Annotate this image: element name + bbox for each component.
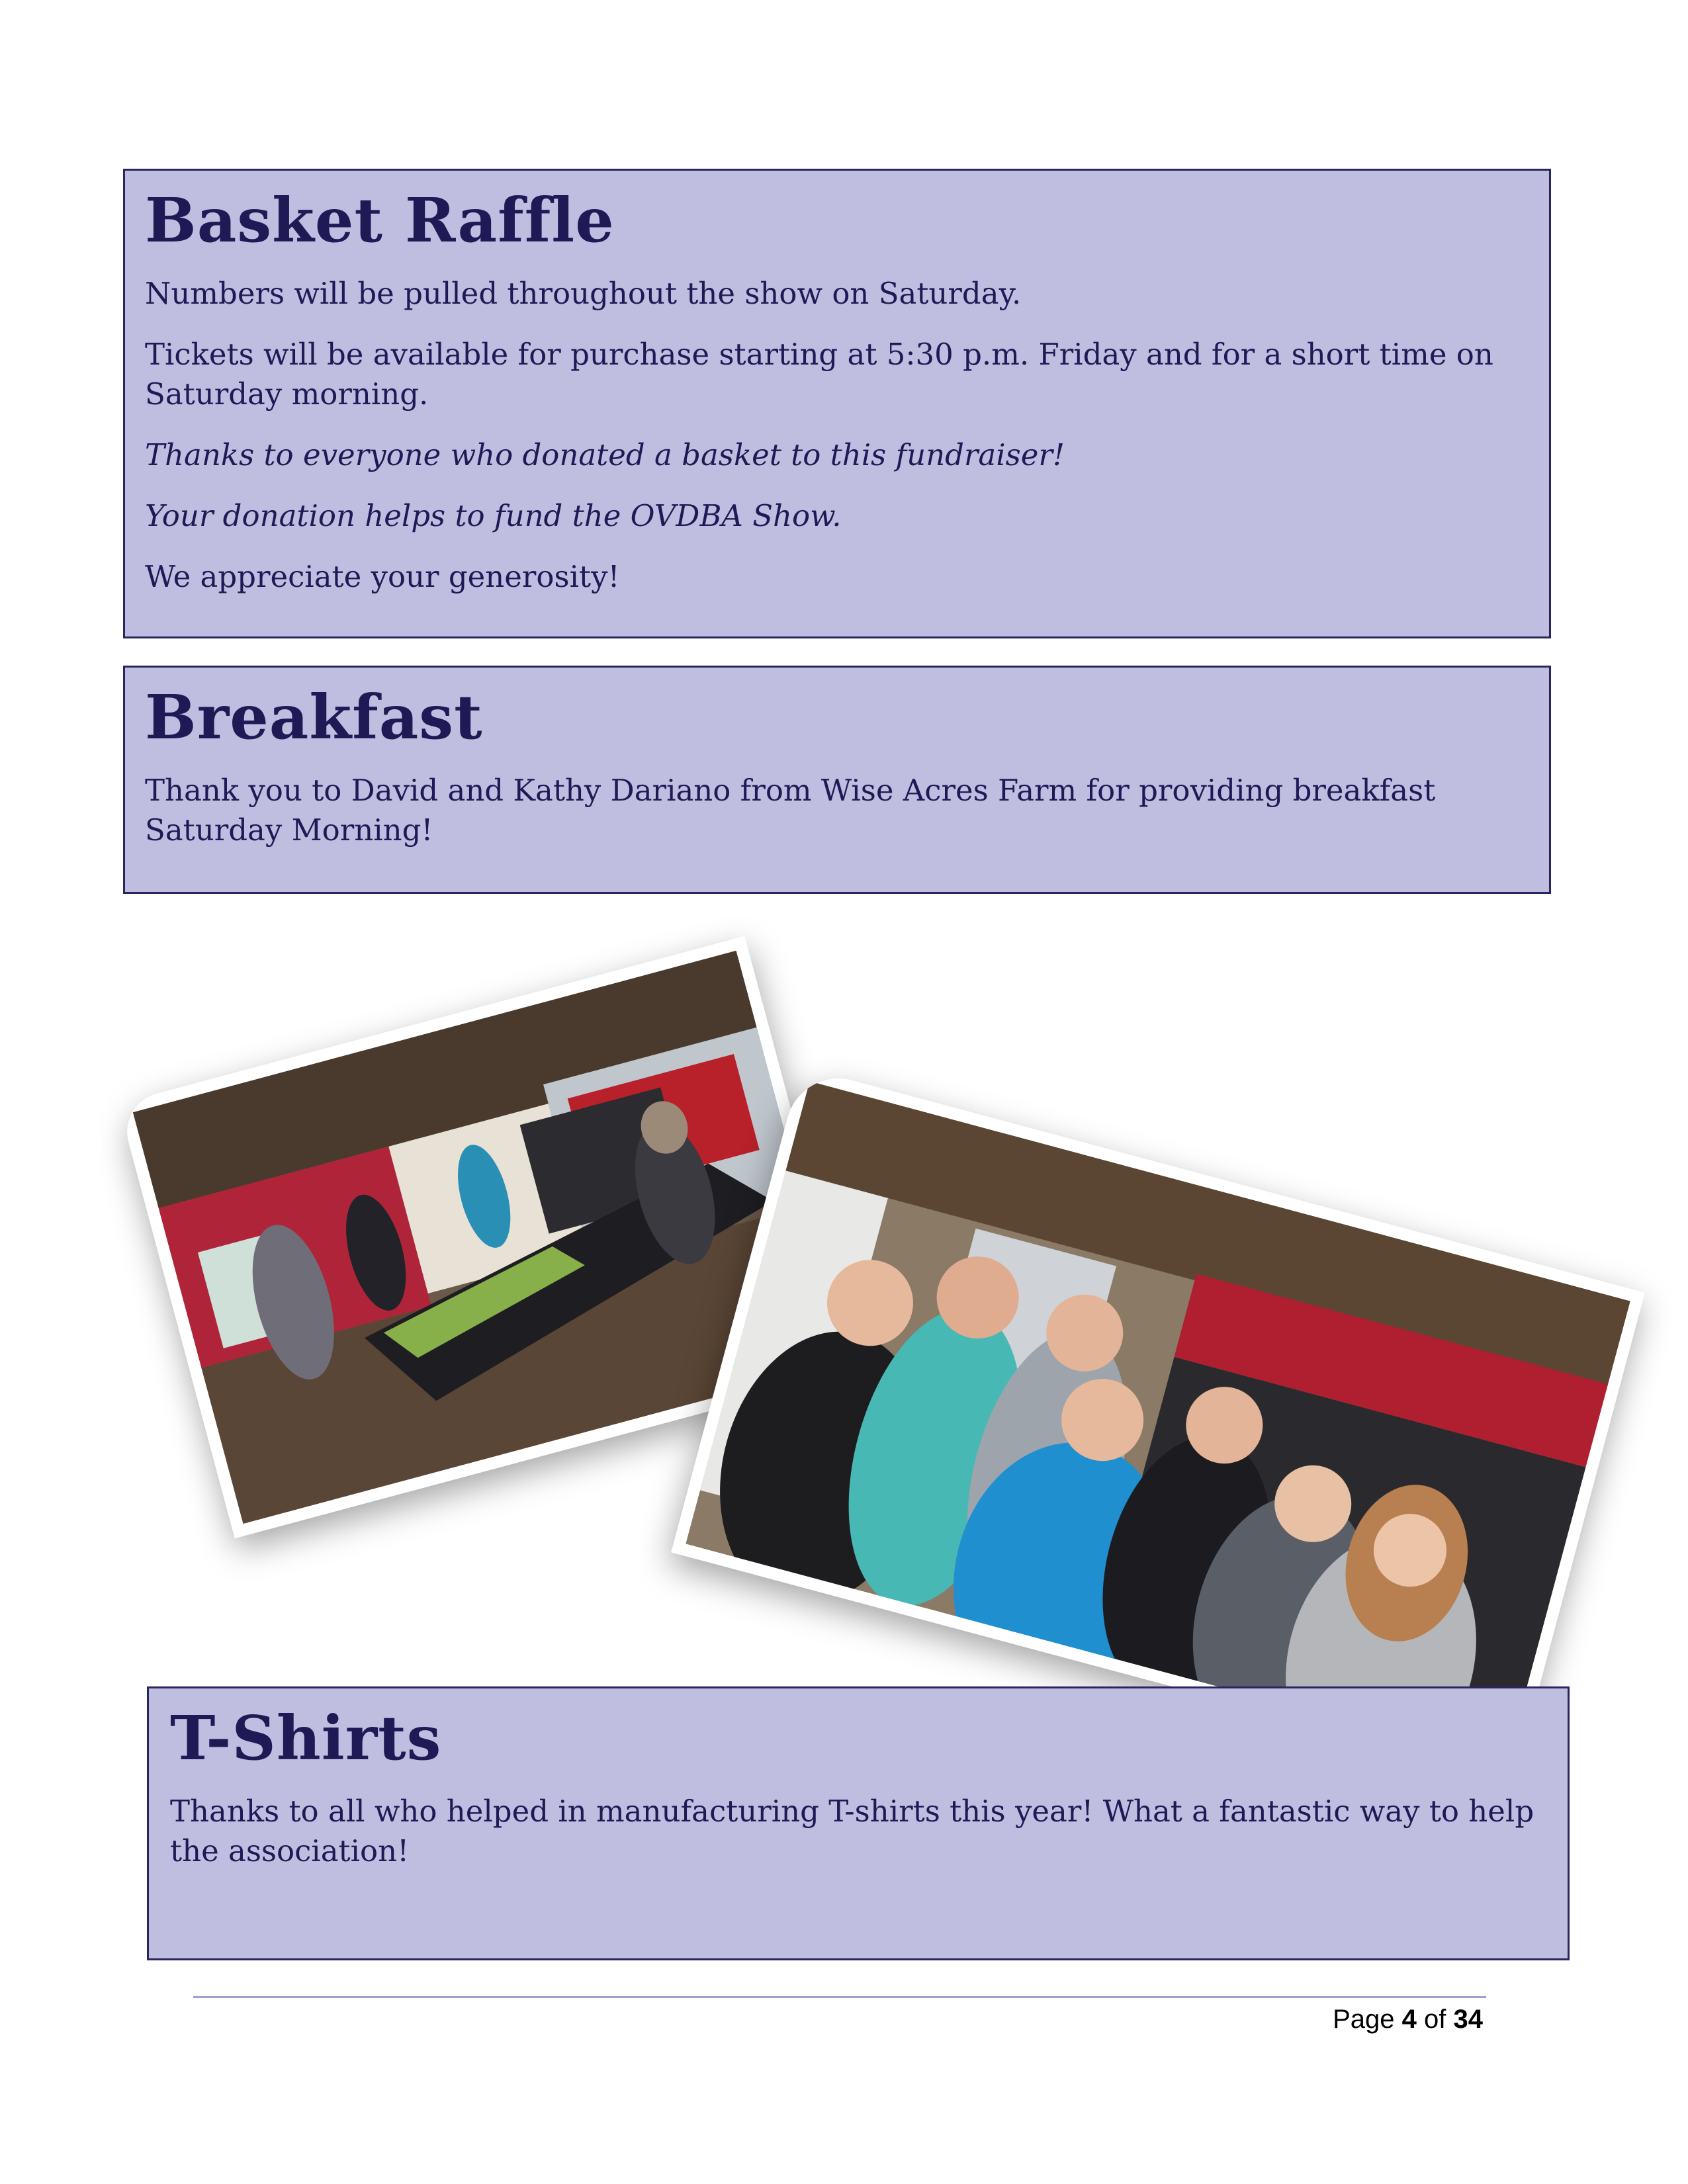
- basket-raffle-box: [123, 169, 1551, 638]
- tshirts-thanks-text: Thanks to all who helped in manufacturing T-shirts this year! What a fantastic way to help the association!: [170, 1794, 1534, 1868]
- basket-raffle-heading: Basket Raffle: [145, 185, 615, 256]
- volunteers-group-photo: [671, 1067, 1645, 1778]
- of-word: of: [1424, 2005, 1446, 2034]
- breakfast-heading: Breakfast: [145, 681, 483, 753]
- footer-divider: [193, 1996, 1486, 1998]
- current-page-number: 4: [1401, 2005, 1417, 2034]
- breakfast-box: [123, 666, 1551, 894]
- raffle-numbers-text: Numbers will be pulled throughout the show on Saturday.: [145, 276, 1022, 311]
- page-word: Page: [1333, 2005, 1395, 2034]
- tshirts-heading: T-Shirts: [170, 1702, 442, 1774]
- raffle-appreciate-text: We appreciate your generosity!: [145, 559, 620, 594]
- raffle-thanks-text: Thanks to everyone who donated a basket to this fundraiser!: [145, 437, 1065, 472]
- breakfast-thanks-text: Thank you to David and Kathy Dariano from Wise Acres Farm for providing breakfast Saturday Morning!: [145, 773, 1436, 848]
- raffle-tickets-text: Tickets will be available for purchase starting at 5:30 p.m. Friday and for a short time on Saturday morning.: [145, 337, 1493, 412]
- raffle-donation-text: Your donation helps to fund the OVDBA Show.: [145, 498, 842, 533]
- total-pages-number: 34: [1453, 2005, 1483, 2034]
- tshirts-box: [147, 1686, 1570, 1960]
- group-scene-image: [686, 1081, 1630, 1764]
- page-number-footer: [1333, 2005, 1483, 2034]
